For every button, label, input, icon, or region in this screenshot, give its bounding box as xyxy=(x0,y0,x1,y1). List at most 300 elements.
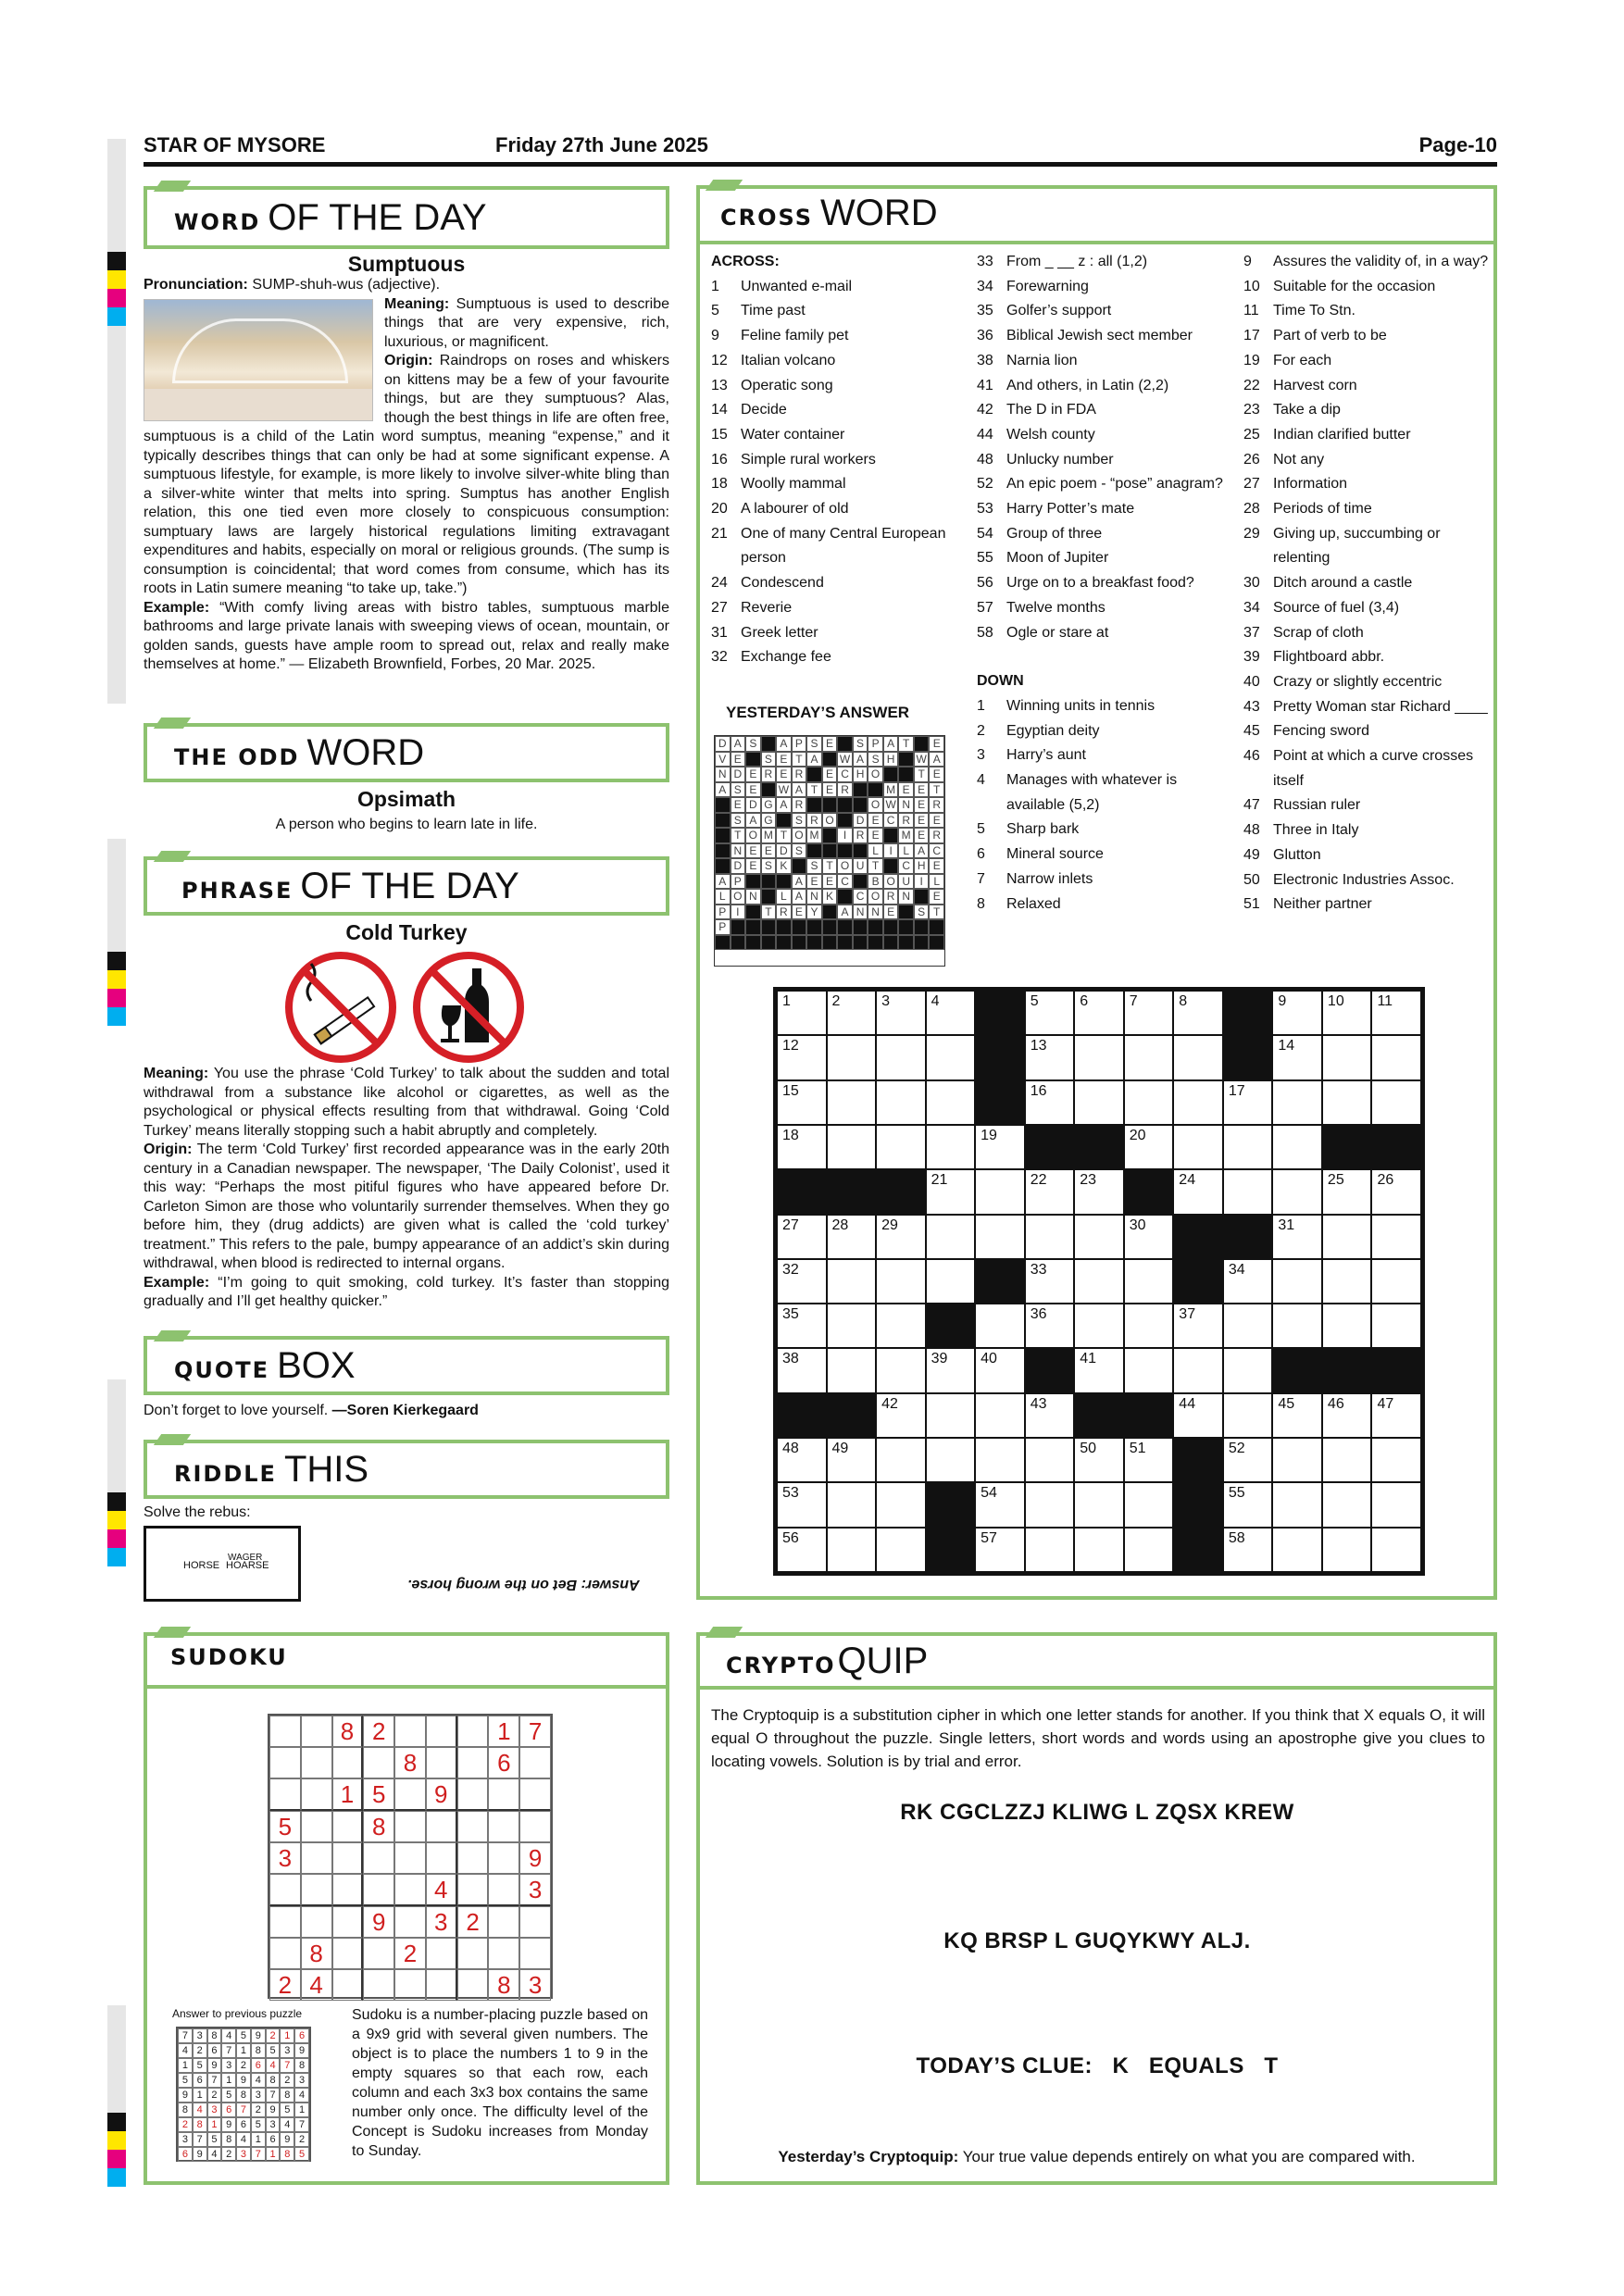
crossword-cell[interactable] xyxy=(926,1215,976,1259)
answer-block xyxy=(898,919,914,935)
crossword-cell[interactable] xyxy=(876,1259,926,1304)
crossword-cell[interactable] xyxy=(876,1482,926,1527)
cell-number: 18 xyxy=(782,1127,799,1143)
answer-block xyxy=(776,935,792,951)
answer-block xyxy=(868,935,883,951)
answer-block xyxy=(776,813,792,829)
sudoku-cell[interactable] xyxy=(426,1969,457,2001)
sudoku-cell[interactable] xyxy=(519,1938,551,1969)
answer-block xyxy=(761,919,777,935)
answer-cell: N xyxy=(898,797,914,813)
clue-number: 3 xyxy=(977,747,985,764)
clue xyxy=(1243,250,1489,275)
clue-text: For each xyxy=(1273,352,1332,368)
crossword-block xyxy=(1371,1125,1421,1169)
crossword-cell[interactable] xyxy=(827,1528,877,1572)
sudoku-cell[interactable] xyxy=(426,1938,457,1969)
crossword-cell[interactable] xyxy=(827,1259,877,1304)
answer-block xyxy=(822,935,838,951)
crossword-cell[interactable] xyxy=(1173,991,1223,1035)
sudoku-previous-answer xyxy=(176,2027,311,2162)
crossword-cell[interactable] xyxy=(1223,1125,1273,1169)
answer-block xyxy=(761,782,777,798)
across-clues-col1: ACROSS: 1 Unwanted e-mail 5 Time past 9 Feline family pet 12 Italian volcano 13 Operatic song 14 Decide 15 Water container 16 Simple rural workers 18 Woolly mammal 20 A labourer of old 21 One of many Central European person 24 Condescend 27 Reverie 31 Greek letter 32 Exchange fee xyxy=(711,250,961,670)
crossword-cell[interactable] xyxy=(876,1304,926,1348)
crossword-cell[interactable] xyxy=(926,1169,976,1214)
crossword-cell[interactable] xyxy=(1371,991,1421,1035)
crossword-cell[interactable] xyxy=(1371,1393,1421,1438)
crossword-cell[interactable] xyxy=(1074,1482,1124,1527)
clue-number: 30 xyxy=(1243,575,1260,592)
answer-block xyxy=(745,919,761,935)
crossword-cell[interactable] xyxy=(1025,1080,1075,1125)
answer-cell: T xyxy=(914,767,930,782)
crossword-cell[interactable] xyxy=(876,1348,926,1392)
sudoku-cell[interactable] xyxy=(332,1874,364,1906)
crossword-cell[interactable] xyxy=(1371,1215,1421,1259)
clue-number: 50 xyxy=(1243,871,1260,888)
crossword-cell[interactable] xyxy=(1173,1304,1223,1348)
sudoku-cell[interactable] xyxy=(332,1906,364,1938)
answer-cell: E xyxy=(929,858,944,874)
crossword-cell[interactable] xyxy=(1371,1482,1421,1527)
answer-cell: R xyxy=(883,889,899,905)
crossword-cell[interactable] xyxy=(777,1482,827,1527)
crossword-cell[interactable] xyxy=(926,1035,976,1079)
answer-cell: C xyxy=(837,874,853,890)
crossword-cell[interactable] xyxy=(1272,1080,1322,1125)
answer-block xyxy=(745,935,761,951)
sudoku-answer-cell: 7 xyxy=(207,2073,222,2088)
sudoku-answer-cell: 5 xyxy=(207,2132,222,2147)
crossword-cell[interactable] xyxy=(1025,991,1075,1035)
crossword-cell[interactable] xyxy=(1371,1259,1421,1304)
crossword-cell[interactable] xyxy=(1223,1080,1273,1125)
crossword-cell[interactable] xyxy=(1322,1169,1372,1214)
sudoku-answer-cell: 6 xyxy=(236,2117,251,2132)
sudoku-cell[interactable] xyxy=(394,1716,426,1747)
crossword-cell[interactable] xyxy=(1223,1304,1273,1348)
crossword-cell[interactable] xyxy=(777,1125,827,1169)
crossword-cell[interactable] xyxy=(1124,1528,1174,1572)
crossword-cell[interactable] xyxy=(1124,1035,1174,1079)
crossword-cell[interactable] xyxy=(1124,1438,1174,1482)
sudoku-cell[interactable] xyxy=(488,1778,519,1811)
crossword-cell[interactable] xyxy=(1322,1035,1372,1079)
crossword-cell[interactable] xyxy=(1074,1215,1124,1259)
crossword-cell[interactable] xyxy=(1223,1259,1273,1304)
sudoku-cell[interactable] xyxy=(332,1811,364,1842)
yesterday-answer-label: YESTERDAY’S ANSWER xyxy=(726,704,910,721)
sudoku-cell[interactable] xyxy=(488,1938,519,1969)
crossword-cell[interactable] xyxy=(1124,991,1174,1035)
crossword-cell[interactable] xyxy=(1074,1035,1124,1079)
yesterday-cryptoquip: Yesterday’s Cryptoquip: Your true value depends entirely on what you are compared with. xyxy=(778,2148,1416,2165)
crossword-cell[interactable] xyxy=(777,1035,827,1079)
crossword-cell[interactable] xyxy=(1173,1080,1223,1125)
crossword-cell[interactable] xyxy=(975,1528,1025,1572)
crossword-cell[interactable] xyxy=(1173,1348,1223,1392)
sudoku-cell[interactable] xyxy=(426,1716,457,1747)
crossword-cell[interactable] xyxy=(1371,1035,1421,1079)
crossword-cell[interactable] xyxy=(1074,1080,1124,1125)
crossword-cell[interactable] xyxy=(827,1482,877,1527)
sudoku-cell[interactable] xyxy=(363,1842,394,1874)
crossword-block xyxy=(827,1169,877,1214)
sudoku-cell[interactable] xyxy=(269,1747,301,1778)
crossword-cell[interactable] xyxy=(1272,1393,1322,1438)
crossword-cell[interactable] xyxy=(975,1125,1025,1169)
crossword-cell[interactable] xyxy=(876,1035,926,1079)
answer-block xyxy=(883,858,899,874)
crossword-block xyxy=(777,1169,827,1214)
crossword-cell[interactable] xyxy=(1223,1528,1273,1572)
crossword-cell[interactable] xyxy=(1272,1482,1322,1527)
crossword-cell[interactable] xyxy=(1025,1528,1075,1572)
sudoku-cell[interactable] xyxy=(363,1874,394,1906)
crossword-cell[interactable] xyxy=(1074,1348,1124,1392)
sudoku-grid[interactable] xyxy=(268,1714,553,1999)
sudoku-cell[interactable] xyxy=(519,1811,551,1842)
crossword-block xyxy=(876,1169,926,1214)
sudoku-cell[interactable] xyxy=(269,1716,301,1747)
color-bar xyxy=(107,1492,126,1566)
sudoku-cell[interactable] xyxy=(332,1747,364,1778)
crossword-cell[interactable] xyxy=(1025,1035,1075,1079)
clue-text: Exchange fee xyxy=(741,649,831,666)
crossword-cell[interactable] xyxy=(926,1125,976,1169)
sudoku-cell[interactable] xyxy=(394,1842,426,1874)
sudoku-cell[interactable] xyxy=(519,1778,551,1811)
sudoku-answer-cell: 8 xyxy=(280,2147,294,2162)
crossword-cell[interactable] xyxy=(1272,1169,1322,1214)
crossword-cell[interactable] xyxy=(1371,1080,1421,1125)
crossword-cell[interactable] xyxy=(1173,1393,1223,1438)
crossword-cell[interactable] xyxy=(1272,1035,1322,1079)
crossword-cell[interactable] xyxy=(1124,1259,1174,1304)
answer-cell: T xyxy=(929,905,944,920)
clue-number: 40 xyxy=(1243,673,1260,690)
answer-block xyxy=(792,935,807,951)
cell-number: 29 xyxy=(881,1217,898,1233)
clue-text: Point at which a curve crosses itself xyxy=(1273,748,1474,789)
crossword-cell[interactable] xyxy=(1322,1215,1372,1259)
sudoku-cell[interactable] xyxy=(394,1811,426,1842)
sudoku-cell[interactable] xyxy=(426,1747,457,1778)
crossword-cell[interactable] xyxy=(975,1169,1025,1214)
crossword-cell[interactable] xyxy=(876,1080,926,1125)
sudoku-cell[interactable] xyxy=(363,1969,394,2001)
sudoku-cell[interactable] xyxy=(301,1842,332,1874)
crossword-cell[interactable] xyxy=(1272,1438,1322,1482)
sudoku-cell[interactable] xyxy=(394,1778,426,1811)
crossword-cell[interactable] xyxy=(1074,991,1124,1035)
crossword-cell[interactable] xyxy=(827,1125,877,1169)
crossword-cell[interactable] xyxy=(1124,1215,1174,1259)
crossword-cell[interactable] xyxy=(1272,1528,1322,1572)
sudoku-answer-cell: 5 xyxy=(236,2028,251,2043)
crossword-cell[interactable] xyxy=(926,991,976,1035)
crossword-cell[interactable] xyxy=(827,1080,877,1125)
answer-block xyxy=(914,889,930,905)
sudoku-cell[interactable] xyxy=(301,1716,332,1747)
crossword-cell[interactable] xyxy=(926,1259,976,1304)
sudoku-cell: 4 xyxy=(301,1969,332,2001)
sudoku-cell[interactable] xyxy=(301,1874,332,1906)
crossword-cell[interactable] xyxy=(1173,1169,1223,1214)
sudoku-cell[interactable] xyxy=(457,1716,489,1747)
crossword-cell[interactable] xyxy=(1025,1482,1075,1527)
crossword-cell[interactable] xyxy=(1173,1035,1223,1079)
crossword-cell[interactable] xyxy=(1124,1482,1174,1527)
sudoku-cell[interactable] xyxy=(301,1778,332,1811)
crossword-cell[interactable] xyxy=(1322,1528,1372,1572)
answer-cell: E xyxy=(792,905,807,920)
crossword-cell[interactable] xyxy=(975,1393,1025,1438)
sudoku-cell[interactable] xyxy=(269,1874,301,1906)
clue-text: Golfer’s support xyxy=(1006,303,1112,319)
sudoku-answer-cell: 6 xyxy=(193,2073,207,2088)
crossword-cell[interactable] xyxy=(827,1438,877,1482)
crossword-cell[interactable] xyxy=(1074,1169,1124,1214)
crossword-cell[interactable] xyxy=(1223,1438,1273,1482)
sudoku-cell[interactable] xyxy=(519,1747,551,1778)
answer-block xyxy=(837,919,853,935)
crossword-cell[interactable] xyxy=(1124,1080,1174,1125)
clue-number: 48 xyxy=(1243,822,1260,839)
crossword-cell[interactable] xyxy=(777,1259,827,1304)
clue-text: Source of fuel (3,4) xyxy=(1273,599,1400,616)
answer-block xyxy=(837,797,853,813)
crossword-cell[interactable] xyxy=(926,1348,976,1392)
sudoku-cell[interactable] xyxy=(457,1811,489,1842)
clue xyxy=(711,571,961,596)
clue xyxy=(711,423,961,448)
crossword-cell[interactable] xyxy=(777,1080,827,1125)
crossword-cell[interactable] xyxy=(827,1215,877,1259)
answer-cell: N xyxy=(715,767,731,782)
cell-number: 48 xyxy=(782,1441,799,1457)
crossword-cell[interactable] xyxy=(975,1304,1025,1348)
sudoku-answer-cell: 5 xyxy=(178,2073,193,2088)
crossword-cell[interactable] xyxy=(1124,1125,1174,1169)
crossword-cell[interactable] xyxy=(876,1528,926,1572)
crossword-cell[interactable] xyxy=(827,991,877,1035)
sudoku-cell[interactable] xyxy=(426,1842,457,1874)
clue-text: Decide xyxy=(741,402,787,418)
clue-text: Flightboard abbr. xyxy=(1273,649,1385,666)
sudoku-cell[interactable] xyxy=(332,1938,364,1969)
sudoku-cell[interactable] xyxy=(301,1906,332,1938)
crossword-cell[interactable] xyxy=(827,1304,877,1348)
crossword-block xyxy=(1223,991,1273,1035)
answer-block xyxy=(731,919,746,935)
crossword-cell[interactable] xyxy=(975,1215,1025,1259)
sudoku-cell[interactable] xyxy=(332,1969,364,2001)
crossword-cell[interactable] xyxy=(926,1393,976,1438)
sudoku-cell[interactable] xyxy=(363,1938,394,1969)
crossword-cell[interactable] xyxy=(1074,1304,1124,1348)
sudoku-answer-cell: 7 xyxy=(251,2147,266,2162)
crossword-cell[interactable] xyxy=(1223,1482,1273,1527)
yesterday-answer-grid xyxy=(714,735,945,967)
crossword-cell[interactable] xyxy=(1223,1393,1273,1438)
sudoku-cell: 1 xyxy=(488,1716,519,1747)
sudoku-cell[interactable] xyxy=(457,1778,489,1811)
answer-cell: H xyxy=(853,767,868,782)
sudoku-answer-cell: 8 xyxy=(251,2043,266,2058)
sudoku-cell[interactable] xyxy=(488,1874,519,1906)
crossword-cell[interactable] xyxy=(1371,1528,1421,1572)
crossword-cell[interactable] xyxy=(1322,1482,1372,1527)
crossword-cell[interactable] xyxy=(777,1438,827,1482)
crossword-cell[interactable] xyxy=(926,1080,976,1125)
sudoku-cell[interactable] xyxy=(332,1842,364,1874)
crossword-cell[interactable] xyxy=(1025,1169,1075,1214)
sudoku-cell[interactable] xyxy=(488,1811,519,1842)
sudoku-cell[interactable] xyxy=(457,1747,489,1778)
sudoku-cell[interactable] xyxy=(394,1874,426,1906)
clue-text: Greek letter xyxy=(741,624,818,641)
crossword-cell[interactable] xyxy=(1272,1259,1322,1304)
crossword-cell[interactable] xyxy=(1322,1393,1372,1438)
crossword-cell[interactable] xyxy=(1371,1169,1421,1214)
crossword-cell[interactable] xyxy=(975,1438,1025,1482)
crossword-cell[interactable] xyxy=(1322,1304,1372,1348)
sudoku-cell[interactable] xyxy=(488,1906,519,1938)
crossword-cell[interactable] xyxy=(876,1438,926,1482)
clue xyxy=(1243,299,1489,324)
crossword-cell[interactable] xyxy=(876,1393,926,1438)
crossword-cell[interactable] xyxy=(777,991,827,1035)
crossword-cell[interactable] xyxy=(1371,1438,1421,1482)
clue-number: 1 xyxy=(711,278,719,294)
sudoku-cell[interactable] xyxy=(457,1969,489,2001)
crossword-cell[interactable] xyxy=(777,1304,827,1348)
sudoku-cell[interactable] xyxy=(457,1874,489,1906)
crossword-cell[interactable] xyxy=(1025,1304,1075,1348)
clue-text: Biblical Jewish sect member xyxy=(1006,328,1193,344)
crossword-cell[interactable] xyxy=(1124,1304,1174,1348)
clue xyxy=(977,497,1227,522)
crossword-cell[interactable] xyxy=(1322,1438,1372,1482)
crossword-cell[interactable] xyxy=(1322,1259,1372,1304)
sudoku-answer-cell: 4 xyxy=(178,2043,193,2058)
answer-block xyxy=(837,813,853,829)
cell-number: 40 xyxy=(981,1351,997,1367)
crossword-block xyxy=(1173,1528,1223,1572)
crossword-cell[interactable] xyxy=(777,1348,827,1392)
crossword-cell[interactable] xyxy=(1272,1304,1322,1348)
answer-block xyxy=(822,797,838,813)
crossword-cell[interactable] xyxy=(1223,1169,1273,1214)
sudoku-cell[interactable] xyxy=(363,1747,394,1778)
sudoku-cell: 9 xyxy=(519,1842,551,1874)
crossword-cell[interactable] xyxy=(1272,1125,1322,1169)
sudoku-cell[interactable] xyxy=(301,1811,332,1842)
answer-block xyxy=(822,843,838,859)
crossword-cell[interactable] xyxy=(1124,1348,1174,1392)
cell-number: 51 xyxy=(1129,1441,1146,1457)
crossword-cell[interactable] xyxy=(1322,1080,1372,1125)
crossword-cell[interactable] xyxy=(1223,1348,1273,1392)
crossword-cell[interactable] xyxy=(1025,1259,1075,1304)
crossword-cell[interactable] xyxy=(777,1528,827,1572)
sudoku-cell[interactable] xyxy=(519,1906,551,1938)
crossword-cell[interactable] xyxy=(1074,1438,1124,1482)
crossword-cell[interactable] xyxy=(926,1438,976,1482)
crossword-cell[interactable] xyxy=(1074,1259,1124,1304)
sudoku-cell[interactable] xyxy=(488,1842,519,1874)
sudoku-cell[interactable] xyxy=(269,1938,301,1969)
crossword-cell[interactable] xyxy=(876,1215,926,1259)
sudoku-cell[interactable] xyxy=(394,1906,426,1938)
crossword-cell[interactable] xyxy=(1272,991,1322,1035)
answer-cell: A xyxy=(883,736,899,752)
sudoku-cell[interactable] xyxy=(269,1778,301,1811)
sudoku-answer-cell: 4 xyxy=(280,2117,294,2132)
clue-text: Urge on to a breakfast food? xyxy=(1006,575,1194,592)
crossword-cell[interactable] xyxy=(1272,1215,1322,1259)
clue xyxy=(1243,571,1489,596)
answer-cell: G xyxy=(761,813,777,829)
answer-cell: T xyxy=(929,782,944,798)
sudoku-cell[interactable] xyxy=(457,1938,489,1969)
crossword-cell[interactable] xyxy=(1173,1125,1223,1169)
clue-text: Not any xyxy=(1273,451,1325,468)
sudoku-cell[interactable] xyxy=(457,1842,489,1874)
cell-number: 34 xyxy=(1228,1261,1245,1278)
clue xyxy=(1243,448,1489,473)
clue xyxy=(1243,793,1489,818)
sudoku-cell[interactable] xyxy=(394,1969,426,2001)
crossword-cell[interactable] xyxy=(1025,1438,1075,1482)
crossword-cell[interactable] xyxy=(777,1215,827,1259)
sudoku-answer-cell: 1 xyxy=(251,2132,266,2147)
crossword-cell[interactable] xyxy=(975,1348,1025,1392)
sudoku-answer-cell: 6 xyxy=(221,2103,236,2117)
answer-block xyxy=(914,919,930,935)
sudoku-cell[interactable] xyxy=(301,1747,332,1778)
sudoku-cell[interactable] xyxy=(426,1811,457,1842)
crossword-cell[interactable] xyxy=(827,1348,877,1392)
crossword-cell[interactable] xyxy=(1025,1393,1075,1438)
answer-cell: L xyxy=(715,889,731,905)
crossword-grid[interactable] xyxy=(773,987,1425,1576)
sudoku-answer-cell: 2 xyxy=(266,2028,281,2043)
crossword-cell[interactable] xyxy=(827,1035,877,1079)
answer-cell: R xyxy=(792,767,807,782)
cell-number: 58 xyxy=(1228,1529,1245,1546)
crossword-cell[interactable] xyxy=(975,1482,1025,1527)
sudoku-answer-cell: 8 xyxy=(294,2058,309,2073)
clue-number: 49 xyxy=(1243,846,1260,863)
clue-number: 36 xyxy=(977,328,993,344)
crossword-cell[interactable] xyxy=(876,991,926,1035)
crossword-cell[interactable] xyxy=(1371,1304,1421,1348)
clue xyxy=(1243,374,1489,399)
crossword-cell[interactable] xyxy=(876,1125,926,1169)
sudoku-cell[interactable] xyxy=(269,1906,301,1938)
crossword-cell[interactable] xyxy=(1074,1528,1124,1572)
answer-cell: S xyxy=(853,736,868,752)
crossword-cell[interactable] xyxy=(1025,1215,1075,1259)
answer-block xyxy=(837,843,853,859)
answer-cell: E xyxy=(745,767,761,782)
crossword-cell[interactable] xyxy=(1322,991,1372,1035)
answer-cell: C xyxy=(898,858,914,874)
clue-number: 41 xyxy=(977,377,993,393)
